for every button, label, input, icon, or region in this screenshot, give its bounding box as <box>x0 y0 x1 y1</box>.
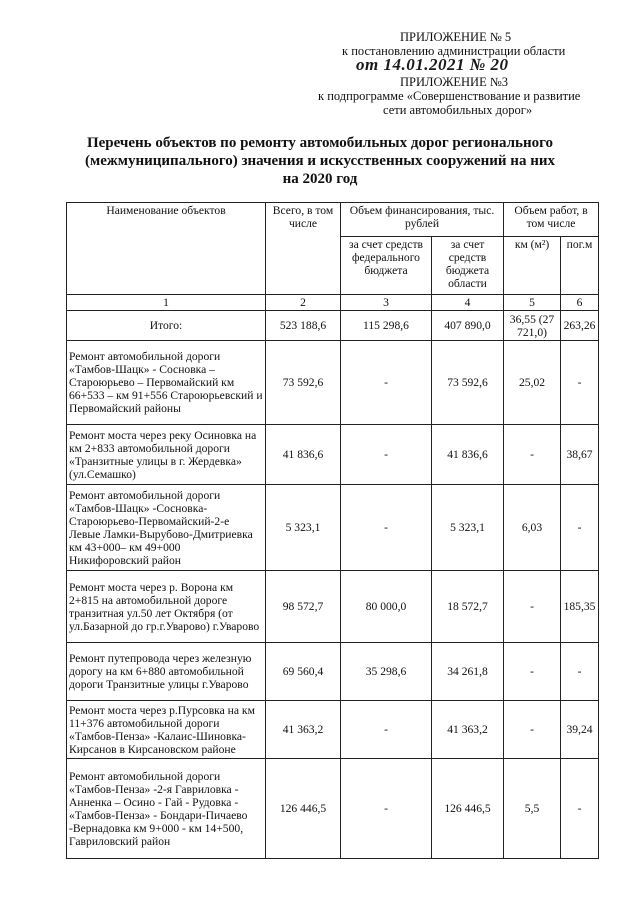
table-header-row-1 <box>67 203 599 237</box>
object-km: - <box>504 571 561 643</box>
total-regional: 407 890,0 <box>432 311 504 341</box>
object-pm: 185,35 <box>561 571 599 643</box>
object-pm: - <box>561 485 599 571</box>
table-row <box>67 643 599 701</box>
object-regional: 126 446,5 <box>432 759 504 859</box>
object-regional: 18 572,7 <box>432 571 504 643</box>
col-header-financing: Объем финансирования, тыс. рублей <box>341 203 504 237</box>
title-line-1: Перечень объектов по ремонту автомобильных дорог регионального <box>86 135 554 151</box>
object-regional: 41 363,2 <box>432 701 504 759</box>
object-federal: 80 000,0 <box>341 571 432 643</box>
object-pm: 38,67 <box>561 425 599 485</box>
title-line-3: на 2020 год <box>282 171 358 187</box>
object-federal: - <box>341 485 432 571</box>
col-header-federal: за счет средств федерального бюджета <box>341 237 432 295</box>
col-header-total: Всего, в том числе <box>266 203 341 295</box>
table-row <box>67 485 599 571</box>
appendix-3-heading: ПРИЛОЖЕНИЕ №3 <box>400 75 509 89</box>
object-federal: - <box>341 425 432 485</box>
object-total: 69 560,4 <box>266 643 341 701</box>
column-number: 1 <box>67 295 266 311</box>
document-title <box>70 134 570 188</box>
object-federal: - <box>341 759 432 859</box>
object-km: 6,03 <box>504 485 561 571</box>
object-name: Ремонт автомобильной дороги «Тамбов-Пенза» -2-я Гавриловка - Анненка – Осино - Гай - Рудовка - «Тамбов-Пенза» - Бондари-Пичаево -Вернадовка км 9+000 - км 14+500, Гавриловский район <box>67 759 266 859</box>
column-number-row <box>67 295 599 311</box>
appendix-5-resolution-line: к постановлению администрации области <box>342 44 566 58</box>
subprogram-line-1: к подпрограмме «Совершенствование и развитие <box>318 89 581 103</box>
object-km: - <box>504 643 561 701</box>
col-header-pm: пог.м <box>561 237 599 295</box>
total-federal: 115 298,6 <box>341 311 432 341</box>
object-pm: - <box>561 643 599 701</box>
column-number: 5 <box>504 295 561 311</box>
object-name: Ремонт моста через реку Осиновка на км 2+833 автомобильной дороги «Транзитные улицы в г. Жердевка» (ул.Семашко) <box>67 425 266 485</box>
object-total: 5 323,1 <box>266 485 341 571</box>
table-row <box>67 571 599 643</box>
object-km: 25,02 <box>504 341 561 425</box>
col-header-km: км (м²) <box>504 237 561 295</box>
table-row <box>67 701 599 759</box>
column-number: 4 <box>432 295 504 311</box>
col-header-works: Объем работ, в том числе <box>504 203 599 237</box>
table-row <box>67 341 599 425</box>
col-header-name: Наименование объектов <box>67 203 266 295</box>
object-total: 126 446,5 <box>266 759 341 859</box>
object-km: - <box>504 425 561 485</box>
object-regional: 5 323,1 <box>432 485 504 571</box>
object-name: Ремонт путепровода через железную дорогу на км 6+880 автомобильной дороги Транзитные улицы г.Уварово <box>67 643 266 701</box>
object-pm: - <box>561 341 599 425</box>
object-regional: 41 836,6 <box>432 425 504 485</box>
object-name: Ремонт автомобильной дороги «Тамбов-Шацк» - Сосновка – Староюрьево – Первомайский км 66+533 – км 91+556 Староюрьевский и Первомайский районы <box>67 341 266 425</box>
object-pm: 39,24 <box>561 701 599 759</box>
object-regional: 73 592,6 <box>432 341 504 425</box>
object-total: 98 572,7 <box>266 571 341 643</box>
total-row <box>67 311 599 341</box>
object-regional: 34 261,8 <box>432 643 504 701</box>
total-label: Итого: <box>67 311 266 341</box>
total-km: 36,55 (27 721,0) <box>504 311 561 341</box>
title-line-2: (межмуниципального) значения и искусственных сооружений на них <box>85 153 555 169</box>
object-total: 41 836,6 <box>266 425 341 485</box>
object-name: Ремонт автомобильной дороги «Тамбов-Шацк» -Сосновка-Староюрьево-Первомайский-2-е Левые Ламки-Вырубово-Дмитриевка км 43+000– км 49+000 Никифоровский район <box>67 485 266 571</box>
object-total: 41 363,2 <box>266 701 341 759</box>
total-sum: 523 188,6 <box>266 311 341 341</box>
object-name: Ремонт моста через р. Ворона км 2+815 на автомобильной дороге транзитная ул.50 лет Октября (от ул.Базарной до гр.г.Уварово) г.Уварово <box>67 571 266 643</box>
column-number: 2 <box>266 295 341 311</box>
total-pm: 263,26 <box>561 311 599 341</box>
subprogram-line-2: сети автомобильных дорог» <box>383 103 533 117</box>
object-total: 73 592,6 <box>266 341 341 425</box>
object-federal: 35 298,6 <box>341 643 432 701</box>
column-number: 6 <box>561 295 599 311</box>
appendix-5-heading: ПРИЛОЖЕНИЕ № 5 <box>400 30 512 44</box>
col-header-regional: за счет средств бюджета области <box>432 237 504 295</box>
object-km: - <box>504 701 561 759</box>
handwritten-date-number: от 14.01.2021 № 20 <box>356 55 509 74</box>
object-km: 5,5 <box>504 759 561 859</box>
column-number: 3 <box>341 295 432 311</box>
object-federal: - <box>341 341 432 425</box>
objects-table <box>66 202 599 859</box>
object-federal: - <box>341 701 432 759</box>
table-row <box>67 425 599 485</box>
table-row <box>67 759 599 859</box>
object-name: Ремонт моста через р.Пурсовка на км 11+376 автомобильной дороги «Тамбов-Пенза» -Калаис-Шиновка-Кирсанов в Кирсановском районе <box>67 701 266 759</box>
object-pm: - <box>561 759 599 859</box>
